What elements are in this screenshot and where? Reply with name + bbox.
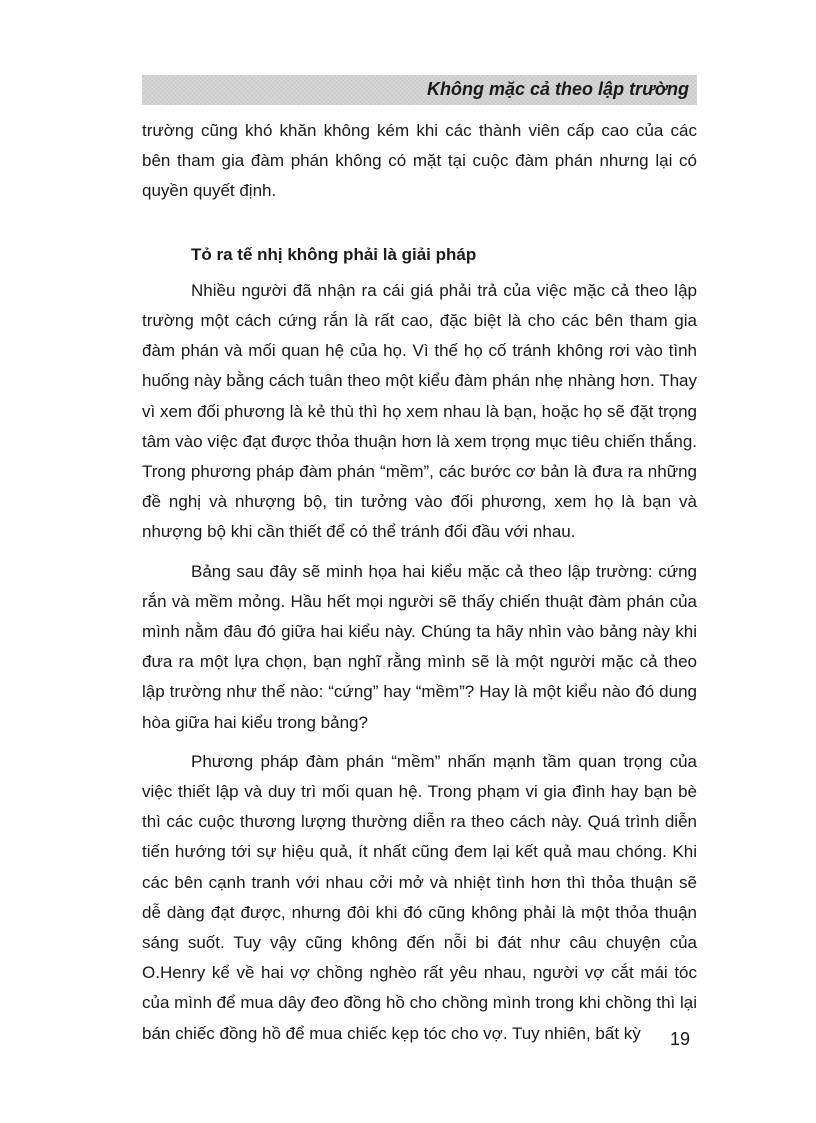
body-paragraph-1: Nhiều người đã nhận ra cái giá phải trả của việc mặc cả theo lập trường một cách cứng rắn là rất cao, đặc biệt là cho các bên tham gia đàm phán và mối quan hệ của họ. Vì thế họ cố tránh không rơi vào tình huống này bằng cách tuân theo một kiểu đàm phán nhẹ nhàng hơn. Thay vì xem đối phương là kẻ thù thì họ xem nhau là bạn, hoặc họ sẽ đặt trọng tâm vào việc đạt được thỏa thuận hơn là xem trọng mục tiêu chiến thắng. Trong phương pháp đàm phán “mềm”, các bước cơ bản là đưa ra những đề nghị và nhượng bộ, tin tưởng vào đối phương, xem họ là bạn và nhượng bộ khi cần thiết để có thể tránh đối đầu với nhau. [142, 280, 697, 542]
running-title: Không mặc cả theo lập trường [427, 79, 689, 99]
page-number: 19 [670, 1029, 691, 1049]
page-body [142, 116, 697, 1049]
section-heading: Tỏ ra tế nhị không phải là giải pháp [191, 244, 477, 264]
continuation-paragraph: trường cũng khó khăn không kém khi các thành viên cấp cao của các bên tham gia đàm phán không có mặt tại cuộc đàm phán nhưng lại có quyền quyết định. [142, 121, 697, 201]
body-paragraph-3: Phương pháp đàm phán “mềm” nhấn mạnh tầm quan trọng của việc thiết lập và duy trì mối quan hệ. Trong phạm vi gia đình hay bạn bè thì các cuộc thương lượng thường diễn ra theo cách này. Quá trình diễn tiến hướng tới sự hiệu quả, ít nhất cũng đem lại kết quả mau chóng. Khi các bên cạnh tranh với nhau cởi mở và nhiệt tình hơn thì thỏa thuận sẽ dễ dàng đạt được, nhưng đôi khi đó cũng không phải là một thỏa thuận sáng suốt. Tuy vậy cũng không đến nỗi bi đát như câu chuyện của O.Henry kể về hai vợ chồng nghèo rất yêu nhau, người vợ cắt mái tóc của mình để mua dây đeo đồng hồ cho chồng mình trong khi chồng thì lại bán chiếc đồng hồ để mua chiếc kẹp tóc cho vợ. Tuy nhiên, bất kỳ [142, 751, 697, 1043]
body-paragraph-2: Bảng sau đây sẽ minh họa hai kiểu mặc cả theo lập trường: cứng rắn và mềm mỏng. Hầu hết mọi người sẽ thấy chiến thuật đàm phán của mình nằm đâu đó giữa hai kiểu này. Chúng ta hãy nhìn vào bảng này khi đưa ra một lựa chọn, bạn nghĩ rằng mình sẽ là một người mặc cả theo lập trường như thế nào: “cứng” hay “mềm”? Hay là một kiểu nào đó dung hòa giữa hai kiểu trong bảng? [142, 561, 697, 732]
running-header [142, 75, 697, 105]
